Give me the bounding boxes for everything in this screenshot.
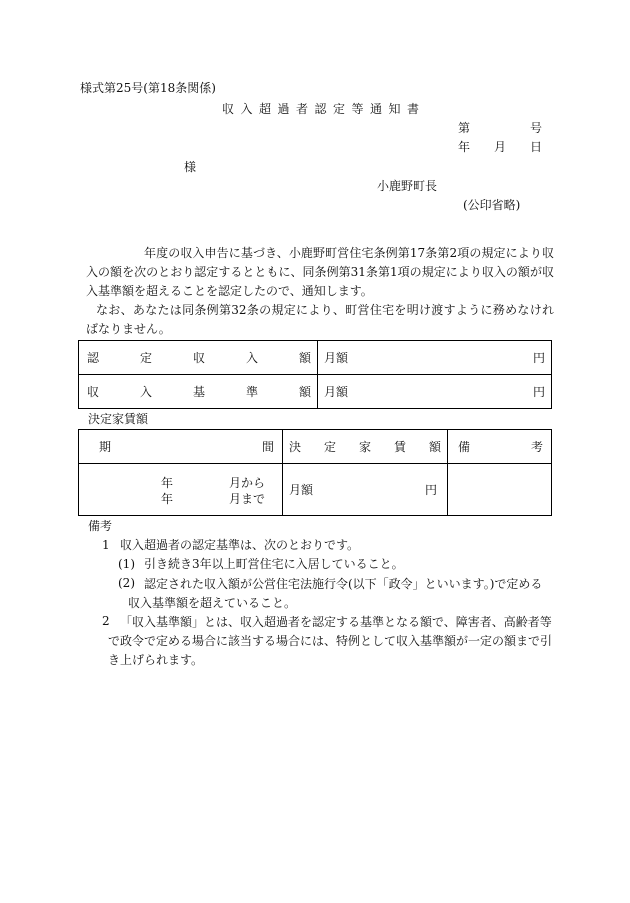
note-1a-number: (1) <box>118 557 135 571</box>
to-month: 月まで <box>229 491 266 506</box>
notes-heading: 備考 <box>88 519 113 533</box>
rent-header: 決 定 家 賃 額 <box>283 430 448 464</box>
number-dai: 第 <box>458 121 471 135</box>
seal-omitted: (公印省略) <box>463 198 521 212</box>
to-year: 年 <box>161 491 174 506</box>
period-header: 期 間 <box>79 430 283 464</box>
yen-unit: 円 <box>532 351 545 365</box>
issuer-name: 小鹿野町長 <box>377 179 438 193</box>
income-value-cell[interactable] <box>318 341 552 375</box>
note-2-text: 「収入基準額」とは、収入超過者を認定する基準となる額で、障害者、高齢者等で政令で定める場合に該当する場合には、特例として収入基準額が一定の額まで引き上げられます。 <box>108 615 553 667</box>
date-month: 月 <box>494 140 507 154</box>
period-cell[interactable] <box>79 464 283 516</box>
from-year: 年 <box>161 475 174 490</box>
rent-caption: 決定家賃額 <box>88 412 149 426</box>
date-day: 日 <box>530 140 543 154</box>
income-table <box>78 340 552 409</box>
note-1b-text: 認定された収入額が公営住宅法施行令(以下「政令」といいます。)で定める収入基準額を超えていること。 <box>128 577 543 610</box>
rent-table <box>78 429 552 516</box>
body-paragraph-1: 年度の収入申告に基づき、小鹿野町営住宅条例第17条第2項の規定により収入の額を次のとおり認定するとともに、同条例第31条第1項の規定により収入の額が収入基準額を超えることを認定したので、通知します。 <box>86 246 554 298</box>
remarks-cell[interactable] <box>448 464 552 516</box>
table-row <box>79 375 552 409</box>
note-1b-number: (2) <box>118 576 135 590</box>
note-1-number: 1 <box>102 538 110 552</box>
from-month: 月から <box>229 475 266 490</box>
base-label: 収 入 基 準 額 <box>87 385 311 399</box>
date-year: 年 <box>458 140 471 154</box>
remarks-header: 備 考 <box>448 430 552 464</box>
rent-value-cell[interactable] <box>283 464 448 516</box>
yen-unit: 円 <box>532 385 545 399</box>
base-value-cell[interactable] <box>318 375 552 409</box>
income-label: 認 定 収 入 額 <box>87 351 311 365</box>
income-label-cell <box>79 341 318 375</box>
monthly-prefix: 月額 <box>324 351 349 365</box>
note-1a-text: 引き続き3年以上町営住宅に入居していること。 <box>144 557 404 571</box>
note-2-number: 2 <box>102 614 110 628</box>
number-go: 号 <box>530 121 543 135</box>
note-1-text: 収入超過者の認定基準は、次のとおりです。 <box>120 538 360 552</box>
base-label-cell <box>79 375 318 409</box>
monthly-prefix: 月額 <box>289 483 314 497</box>
yen-unit: 円 <box>424 483 437 497</box>
table-row <box>79 464 552 516</box>
monthly-prefix: 月額 <box>324 385 349 399</box>
table-row <box>79 430 552 464</box>
table-row <box>79 341 552 375</box>
body-paragraph-2: なお、あなたは同条例第32条の規定により、町営住宅を明け渡すように務めなければなりません。 <box>86 303 554 336</box>
document-title: 収入超過者認定等通知書 <box>222 102 426 116</box>
form-number: 様式第25号(第18条関係) <box>80 81 216 95</box>
addressee-sama: 様 <box>184 160 197 174</box>
